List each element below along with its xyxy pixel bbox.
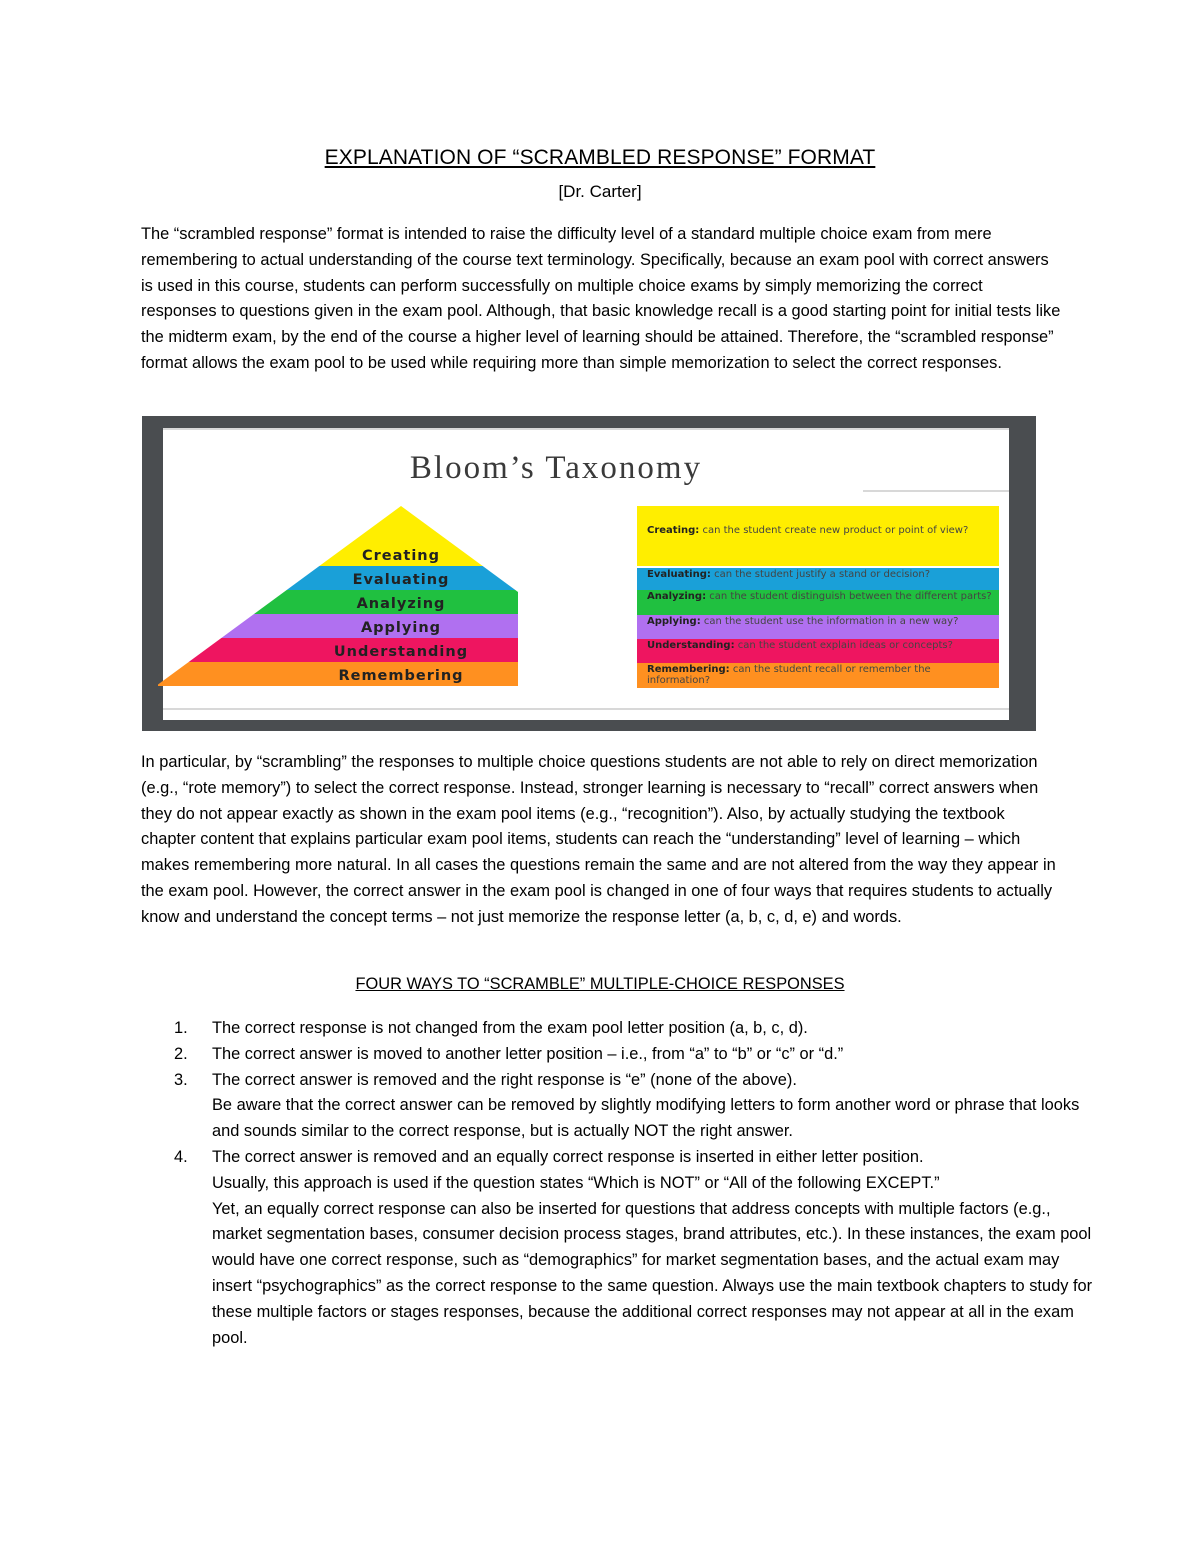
scramble-step-1 [170,1016,1100,1042]
step-text: The correct answer is removed and an equally correct response is inserted in either letter position. [212,1147,924,1166]
bloom-description-creating [637,506,999,566]
pyramid-label-analyzing: Analyzing [356,596,446,612]
scramble-steps-list [170,1016,1100,1351]
description-text: can the student distinguish between the different parts? [706,591,992,602]
description-text: can the student create new product or point of view? [699,525,969,536]
document-author: [Dr. Carter] [558,182,642,201]
bloom-description-understanding [637,639,999,663]
pyramid-label-evaluating: Evaluating [352,572,450,588]
description-term: Remembering: [647,664,730,675]
section-subheading: FOUR WAYS TO “SCRAMBLE” MULTIPLE-CHOICE RESPONSES [355,975,845,993]
intro-paragraph: The “scrambled response” format is intended to raise the difficulty level of a standard multiple choice exam from mere remembering to actual understanding of the course text terminology. Specifically, because an exam pool with correct answers is used in this course, students can perform successfully on multiple choice exams by simply memorizing the correct responses to questions given in the exam pool. Although, that basic knowledge recall is a good starting point for initial tests like the midterm exam, by the end of the course a higher level of learning should be attained. Therefore, the “scrambled response” format allows the exam pool to be used while requiring more than simple memorization to select the correct responses. [141,225,1061,372]
step-text: The correct response is not changed from the exam pool letter position (a, b, c, d). [212,1019,808,1037]
document-title: EXPLANATION OF “SCRAMBLED RESPONSE” FORMAT [324,146,876,169]
second-paragraph: In particular, by “scrambling” the responses to multiple choice questions students are not able to rely on direct memorization (e.g., “rote memory”) to select the correct response. Instead, stronger learning is necessary to “recall” correct answers when they do not appear exactly as shown in the exam pool items (e.g., “recognition”). Also, by actually studying the textbook chapter content that explains particular exam pool items, students can reach the “understanding” level of learning – which makes remembering more natural. In all cases the questions remain the same and are not altered from the way they appear in the exam pool. However, the correct answer in the exam pool is changed in one of four ways that requires students to actually know and understand the concept terms – not just memorize the response letter (a, b, c, d, e) and words. [141,753,1056,926]
step-note: Be aware that the correct answer can be removed by slightly modifying letters to form another word or phrase that looks and sounds similar to the correct response, but is actually NOT the right answer. [212,1096,1080,1141]
step-number: 3. [174,1070,188,1089]
description-term: Analyzing: [647,591,707,602]
scramble-step-4 [170,1145,1100,1351]
bloom-description-remembering [637,663,999,688]
pyramid-label-understanding: Understanding [333,644,469,660]
step-note: Yet, an equally correct response can also be inserted for questions that address concepts with multiple factors (e.g., market segmentation bases, consumer decision process stages, brand attributes, etc.). In these instances, the exam pool would have one correct response, such as “demographics” for market segmentation bases, and the actual exam may insert “psychographics” as the correct response to the same question. Always use the main textbook chapters to study for these multiple factors or stages responses, because the additional correct responses may not appear at all in the exam pool. [212,1199,1093,1347]
slide-rule [863,490,1009,492]
scramble-step-3 [170,1068,1100,1145]
slide-bottom-rule [163,708,1009,710]
step-number: 4. [174,1147,188,1166]
bloom-pyramid [158,506,518,686]
pyramid-label-applying: Applying [360,620,442,636]
step-note: Usually, this approach is used if the question states “Which is NOT” or “All of the following EXCEPT.” [212,1173,940,1192]
slide-top-rule [163,428,1009,430]
bloom-description-analyzing [637,590,999,615]
pyramid-label-creating: Creating [361,548,441,564]
step-text: The correct answer is removed and the right response is “e” (none of the above). [212,1070,797,1089]
step-number: 1. [174,1019,188,1037]
description-term: Applying: [647,616,701,627]
step-number: 2. [174,1044,188,1063]
description-term: Creating: [647,525,700,536]
scramble-step-2 [170,1042,1100,1068]
description-text: can the student use the information in a new way? [700,616,959,627]
description-text: can the student recall or remember the information? [647,664,931,686]
figure-title: Bloom’s Taxonomy [409,450,703,486]
step-text: The correct answer is moved to another letter position – i.e., from “a” to “b” or “c” or “d.” [212,1044,844,1063]
bloom-description-applying [637,615,999,639]
description-term: Understanding: [647,640,735,651]
bloom-description-evaluating [637,568,999,590]
description-text: can the student justify a stand or decision? [710,569,931,580]
pyramid-label-remembering: Remembering [338,668,464,684]
description-text: can the student explain ideas or concepts? [734,640,953,651]
description-term: Evaluating: [647,569,711,580]
